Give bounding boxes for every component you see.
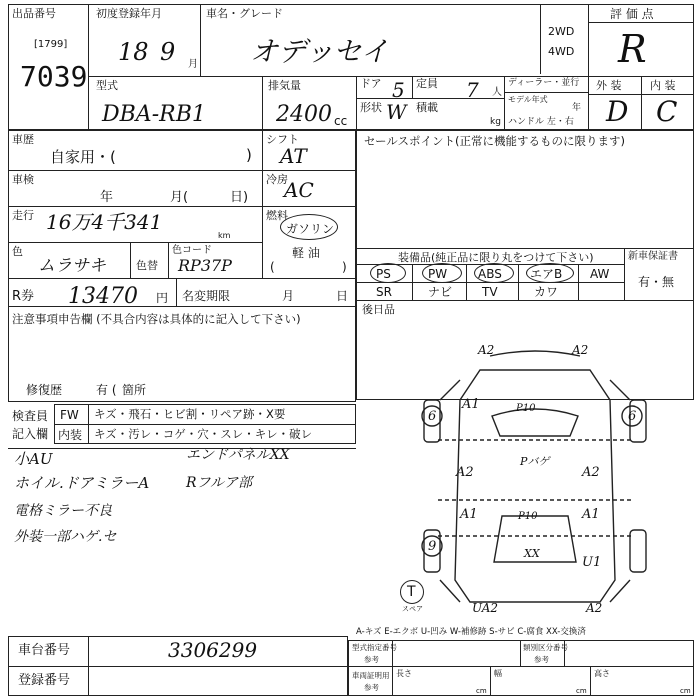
capacity-value: 7 (466, 78, 479, 102)
repair-label: 修復歴 (26, 383, 63, 397)
handle-label: ハンドル 左・右 (508, 117, 574, 127)
displacement-value: 2400 (276, 102, 332, 127)
chassis-value: 3306299 (168, 638, 258, 662)
after-label: 後日品 (362, 303, 395, 316)
first-reg-label: 初度登録年月 (96, 7, 162, 20)
equip-leather: カワ (534, 285, 559, 299)
km-unit: km (218, 231, 231, 240)
equip-airbag: エアB (530, 267, 563, 281)
shape-value: W (386, 100, 407, 124)
kg-unit: kg (490, 117, 501, 127)
history-label: 車歴 (12, 133, 34, 146)
length-label: 長さ (396, 669, 412, 678)
height-label: 高さ (594, 669, 610, 678)
history-close: ) (246, 146, 252, 164)
diag-top-left: A2 (478, 343, 495, 357)
car-name: オデッセイ (250, 35, 389, 68)
class-label: 類別区分番号 (523, 643, 568, 652)
color-label: 色 (12, 245, 23, 258)
equipment-label: 装備品(純正品に限り丸をつけて下さい) (398, 251, 594, 264)
model-label: 型式 (96, 79, 118, 92)
length-cm: cm (476, 687, 487, 695)
color-value: ムラサキ (38, 256, 106, 276)
year-unit: 年 (572, 103, 582, 113)
repair-close: 箇所 (122, 383, 147, 397)
diag-bottom-right: A2 (586, 601, 603, 615)
month-unit: 月 (188, 59, 198, 70)
lot-small: [1799] (34, 39, 68, 50)
fuel-label: 燃料 (266, 209, 288, 222)
nc-month: 月 (282, 289, 295, 303)
repair-value: 有 ( (96, 383, 117, 397)
inspection-label: 車検 (12, 173, 34, 186)
mileage-value: 16万4千341 (46, 210, 163, 234)
color-code-value: RP37P (178, 256, 232, 275)
person-unit: 人 (492, 87, 502, 98)
grade-value: R (618, 27, 647, 71)
color-change-label: 色替 (136, 259, 158, 272)
equip-navi: ナビ (428, 285, 453, 299)
int-label: 内 装 (650, 79, 676, 92)
fuel-diesel: 軽 油 (292, 246, 320, 260)
equip-ps: PS (376, 267, 391, 281)
reg-label: 登録番号 (18, 673, 71, 688)
equip-aw: AW (590, 267, 610, 281)
fuel-gasoline: ガソリン (286, 222, 335, 236)
vehicle-cert-ref: 参考 (364, 683, 379, 692)
width-cm: cm (576, 687, 587, 695)
new-warranty-label: 新車保証書 (628, 251, 678, 262)
door-label: ドア (360, 77, 382, 90)
sales-point-label: セールスポイント(正常に機能するものに限ります) (364, 134, 625, 148)
displacement-label: 排気量 (268, 79, 301, 92)
diag-hood: P10 (516, 403, 536, 414)
note-5: エンドパネルXX (186, 447, 290, 463)
width-label: 幅 (494, 669, 502, 678)
insp-day: 日) (230, 190, 249, 205)
car-diagram (410, 340, 660, 620)
drive-4wd: 4WD (548, 45, 575, 58)
first-reg-year: 18 (118, 38, 149, 66)
note-1: 小AU (14, 450, 53, 468)
yen-unit: 円 (156, 291, 169, 305)
type-cert-ref: 参考 (364, 655, 379, 664)
note-2: ホイル.ドアミラーA (14, 474, 150, 492)
note-4: 外装一部ハゲ.セ (14, 529, 117, 545)
ticket-label: R券 (12, 289, 35, 304)
warranty-value: 有・無 (638, 275, 675, 289)
int-items: キズ・汚レ・コゲ・穴・スレ・キレ・破レ (94, 427, 313, 441)
inspector-label-1: 検査員 (12, 409, 49, 423)
color-code-label: 色コード (172, 245, 212, 256)
fuel-paren-close: ) (342, 260, 347, 274)
int-row-label: 内装 (58, 428, 83, 442)
diag-rear-p: P10 (518, 511, 538, 522)
fuel-paren-open: ( (270, 260, 275, 274)
diag-right-wheel: U1 (582, 555, 602, 570)
capacity-label: 定員 (416, 77, 438, 90)
diag-left-front-num: 6 (428, 409, 437, 424)
cc-unit: cc (334, 114, 348, 128)
diag-rear-xx: XX (524, 547, 540, 560)
lot-number: 7039 (20, 60, 88, 93)
door-value: 5 (392, 78, 405, 102)
vehicle-cert-label: 車両証明用 (352, 671, 390, 680)
diag-right-front-num: 6 (628, 409, 637, 424)
chassis-label: 車台番号 (18, 643, 71, 658)
note-6: Rフルア部 (186, 475, 252, 491)
diag-right-mid: A2 (582, 465, 600, 480)
aircon-value: AC (284, 178, 314, 202)
insp-year: 年 (100, 190, 114, 205)
dealer-label: ディーラー・並行 (508, 78, 580, 88)
model-value: DBA-RB1 (102, 102, 206, 127)
diag-left-front: A1 (462, 397, 480, 412)
equip-tv: TV (482, 285, 498, 299)
spare-t: T (407, 584, 416, 600)
nc-day: 日 (336, 289, 349, 303)
legend: A-キズ E-エクボ U-凹み W-補修跡 S-サビ C-腐食 XX-交換済 (356, 627, 586, 637)
class-ref: 参考 (534, 655, 549, 664)
mileage-label: 走行 (12, 209, 34, 222)
equip-abs: ABS (478, 267, 502, 281)
name-change-label: 名変期限 (182, 289, 231, 303)
diag-left-rear: A1 (460, 507, 478, 522)
lot-no-label: 出品番号 (12, 7, 56, 20)
diag-right-rear: A1 (582, 507, 600, 522)
spare-caption: スペア (402, 605, 423, 613)
first-reg-month: 9 (160, 38, 176, 66)
drive-2wd: 2WD (548, 25, 575, 38)
ext-grade: D (606, 95, 629, 128)
car-name-label: 車名・グレード (206, 7, 283, 20)
diag-bottom-left: UA2 (472, 601, 499, 615)
diag-top-right: A2 (572, 343, 589, 357)
insp-month: 月( (170, 190, 189, 205)
height-cm: cm (680, 687, 691, 695)
fw-items: キズ・飛石・ヒビ割・リペア跡・X要 (94, 407, 286, 421)
history-value: 自家用・( (50, 148, 116, 166)
aircon-label: 冷房 (266, 173, 288, 186)
shift-label: シフト (266, 133, 299, 146)
diag-left-mid: A2 (456, 465, 474, 480)
equip-sr: SR (376, 285, 392, 299)
inspector-label-2: 記入欄 (12, 427, 49, 441)
type-cert-label: 型式指定番号 (352, 643, 397, 652)
model-year-label: モデル年式 (508, 95, 548, 104)
grade-label: 評 価 点 (610, 7, 654, 21)
notes-label: 注意事項申告欄 (不具合内容は具体的に記入して下さい) (12, 312, 301, 326)
ext-label: 外 装 (596, 79, 622, 92)
shape-label: 形状 (360, 101, 382, 114)
fw-label: FW (60, 408, 79, 422)
ticket-value: 13470 (68, 284, 138, 309)
shift-value: AT (280, 144, 307, 168)
diag-roof: Pバゲ (520, 455, 550, 468)
equip-pw: PW (428, 267, 448, 281)
int-grade: C (656, 95, 678, 128)
note-3: 電格ミラー不良 (14, 503, 112, 519)
diag-left-wheel: 9 (428, 539, 437, 554)
load-label: 積載 (416, 101, 438, 114)
